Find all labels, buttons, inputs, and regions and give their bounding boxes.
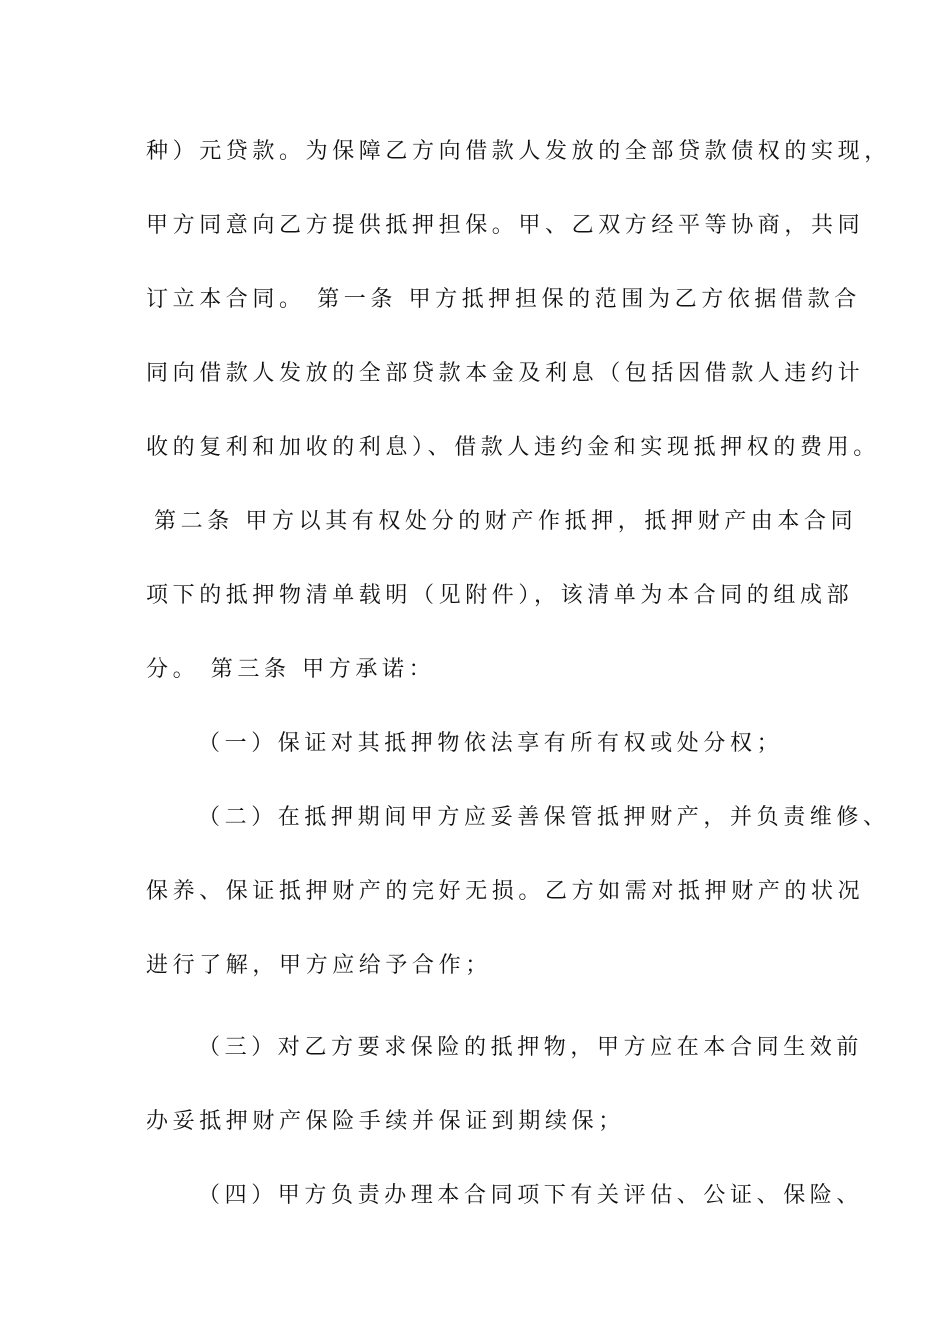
paragraph-line: 进行了解，甲方应给予合作； xyxy=(146,953,492,978)
paragraph-line: 同向借款人发放的全部贷款本金及利息（包括因借款人违约计 xyxy=(146,361,865,386)
paragraph-line: 分。 第三条 甲方承诺： xyxy=(146,657,436,682)
paragraph-line: 办妥抵押财产保险手续并保证到期续保； xyxy=(146,1109,625,1134)
paragraph-line: 甲方同意向乙方提供抵押担保。甲、乙双方经平等协商，共同 xyxy=(146,213,865,238)
paragraph-line: 种）元贷款。为保障乙方向借款人发放的全部贷款债权的实现， xyxy=(146,139,891,164)
paragraph-line: （二）在抵押期间甲方应妥善保管抵押财产，并负责维修、 xyxy=(198,805,890,830)
paragraph-line: 收的复利和加收的利息）、借款人违约金和实现抵押权的费用。 xyxy=(146,435,880,460)
paragraph-line: 第二条 甲方以其有权处分的财产作抵押，抵押财产由本合同 xyxy=(154,509,858,534)
paragraph-line: 保养、保证抵押财产的完好无损。乙方如需对抵押财产的状况 xyxy=(146,879,865,904)
paragraph-line: 项下的抵押物清单载明（见附件），该清单为本合同的组成部 xyxy=(146,583,854,608)
paragraph-line: （四）甲方负责办理本合同项下有关评估、公证、保险、 xyxy=(198,1183,864,1208)
paragraph-line: 订立本合同。 第一条 甲方抵押担保的范围为乙方依据借款合 xyxy=(146,287,861,312)
paragraph-line: （三）对乙方要求保险的抵押物，甲方应在本合同生效前 xyxy=(198,1035,864,1060)
paragraph-line: （一）保证对其抵押物依法享有所有权或处分权； xyxy=(198,731,784,756)
